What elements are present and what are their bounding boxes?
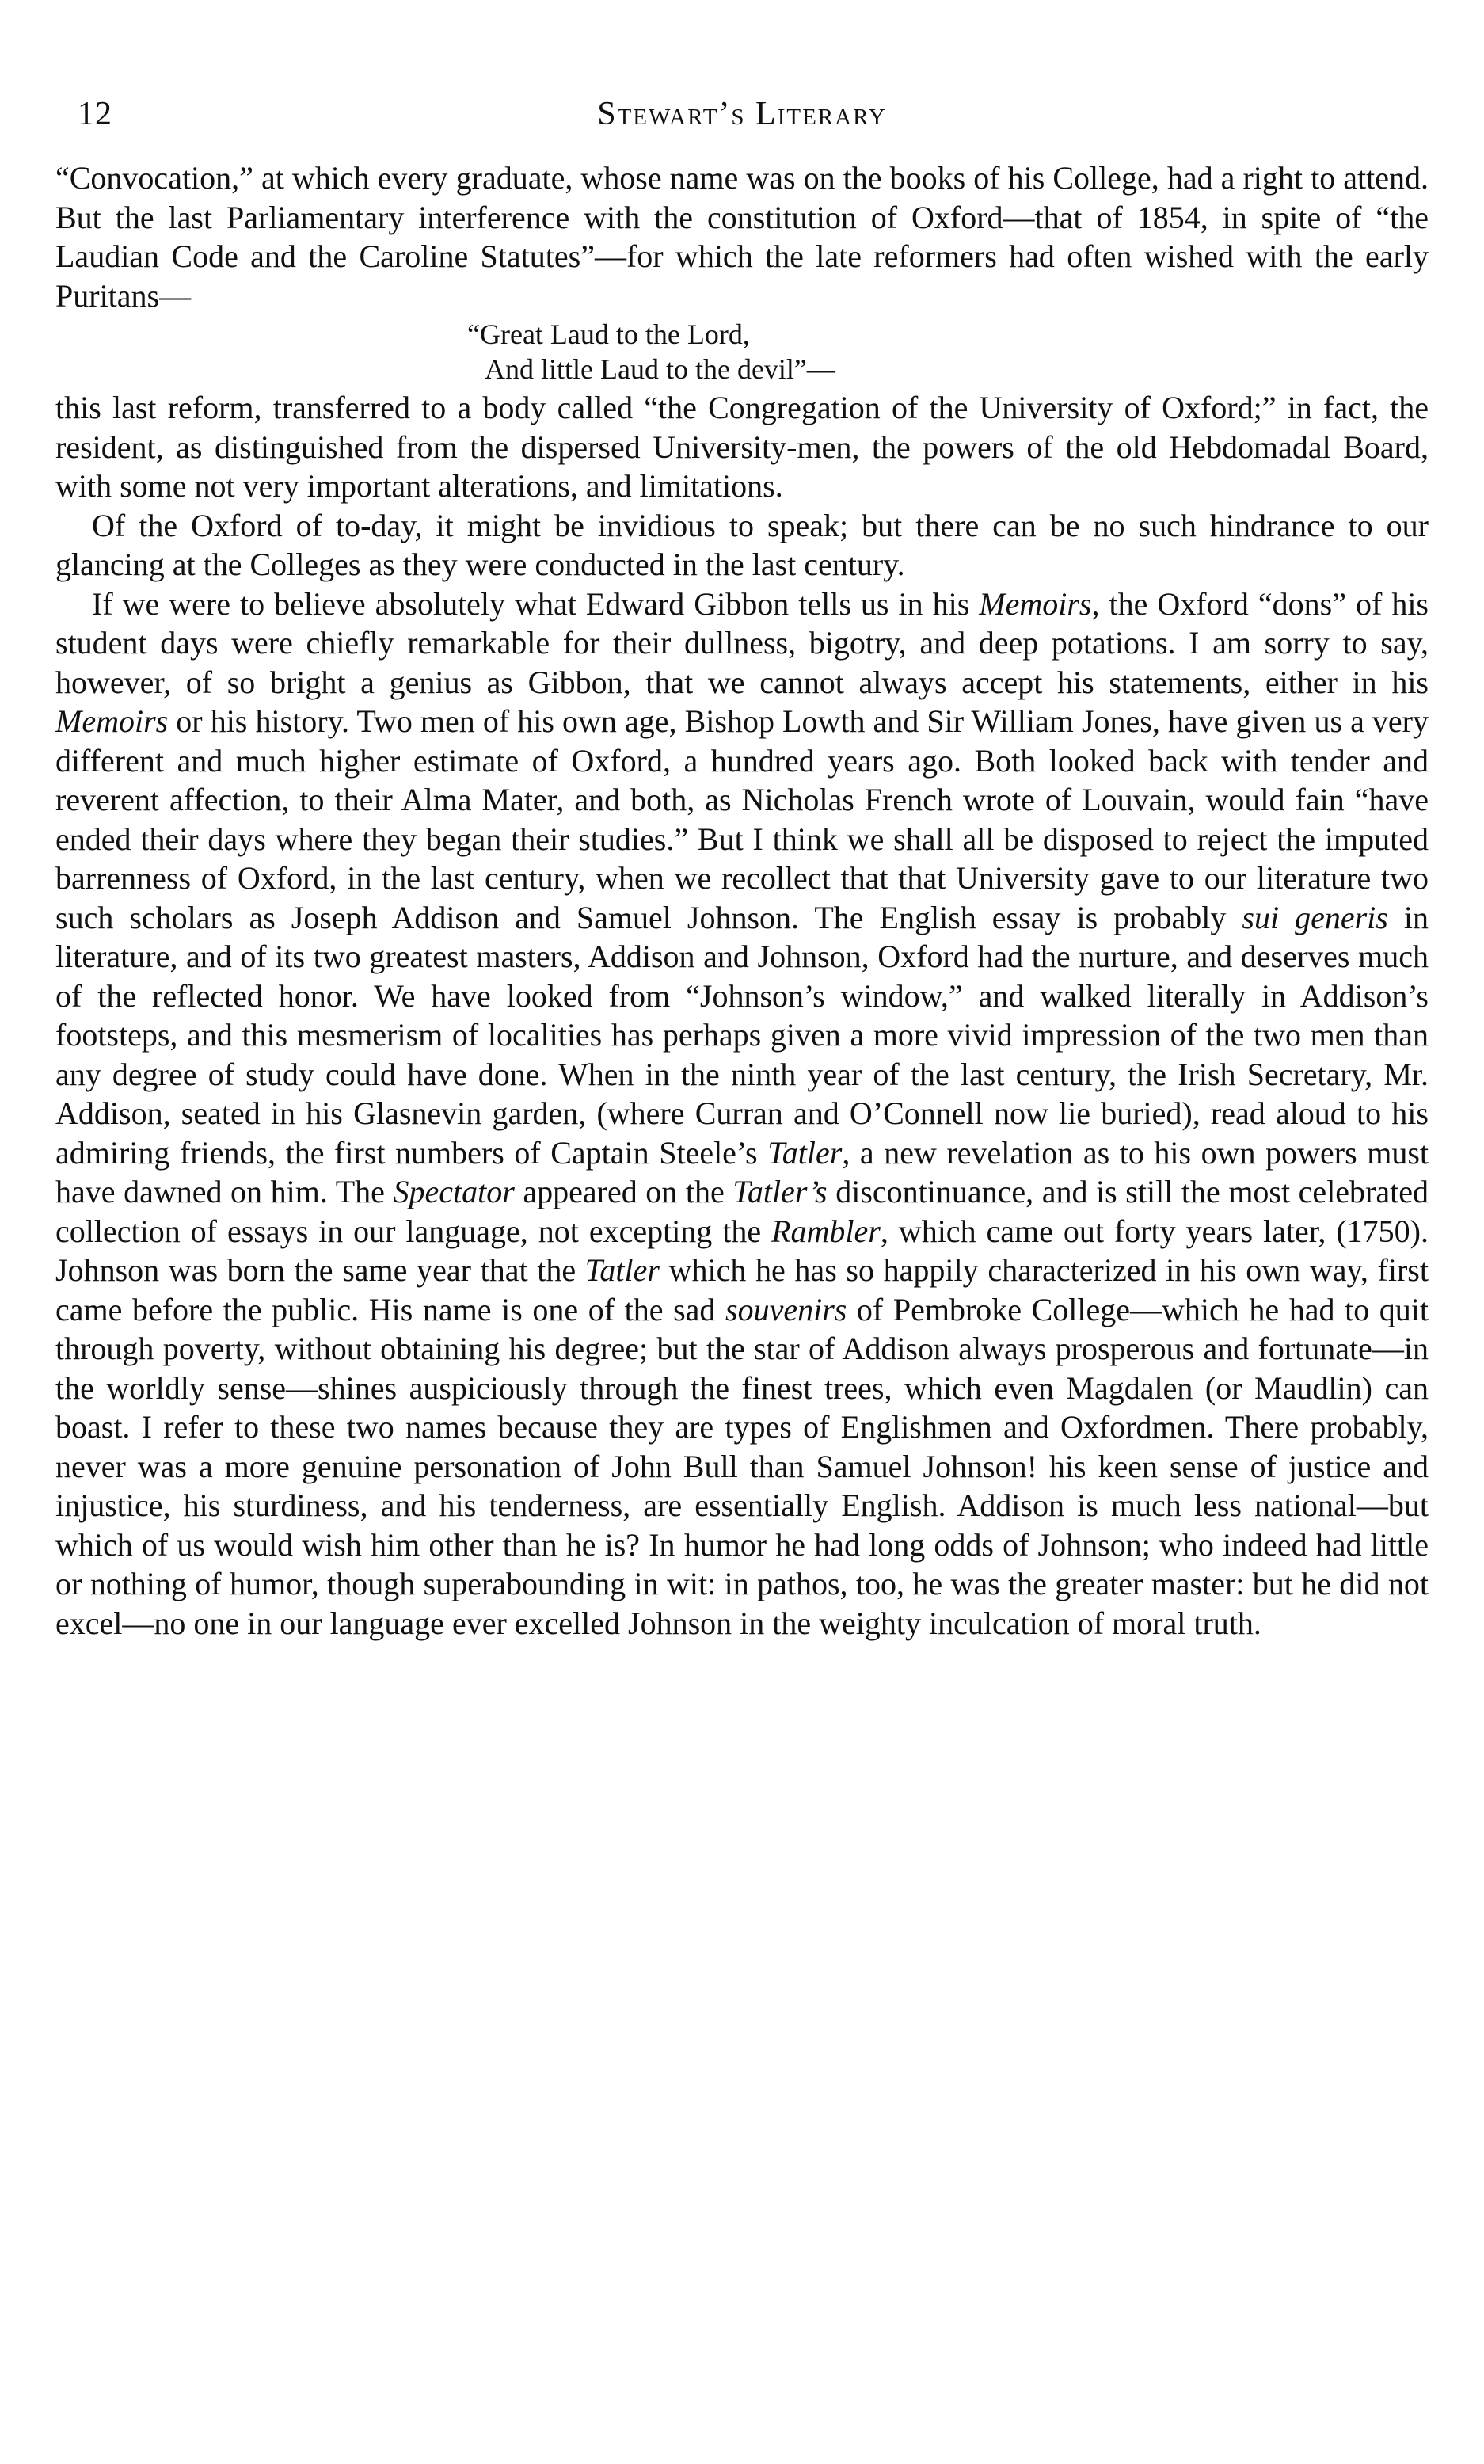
text-run: , the Oxford “dons” of his student days were chiefly remarkable for their dullness, bigotry, and deep potations. I am sorry to say, however, of so bright a genius as Gibbon, that we cannot always accept his statements, either in his: [55, 585, 1429, 700]
text-run: which he has so happily characterized in his own way, first came before the public. His name is one of the sad: [55, 1252, 1429, 1327]
paragraph: [55, 585, 1429, 1643]
italic-text: Memoirs: [55, 703, 169, 739]
text-run: If we were to believe absolutely what Edward Gibbon tells us in his: [92, 585, 980, 622]
text-run: , which came out forty years later, (1750). Johnson was born the same year that the: [55, 1213, 1429, 1288]
italic-text: souvenirs: [725, 1291, 847, 1327]
italic-text: Tatler: [767, 1134, 843, 1171]
page: [55, 95, 1429, 1643]
page-number: 12: [78, 96, 112, 132]
verse-quote: [467, 317, 1429, 387]
verse-line: “Great Laud to the Lord,: [467, 318, 750, 350]
text-run: or his history. Two men of his own age, Bishop Lowth and Sir William Jones, have given us a very different and much higher estimate of Oxford, a hundred years ago. Both looked back with tender and reverent affection, to their Alma Mater, and both, as Nicholas French wrote of Louvain, would fain “have ended their days where they began their studies.” But I think we shall all be disposed to reject the imputed barrenness of Oxford, in the last century, when we recollect that that University gave to our literature two such scholars as Joseph Addison and Samuel Johnson. The English essay is probably: [55, 703, 1429, 935]
running-head: [55, 95, 1429, 158]
running-title: Stewart’s Literary: [597, 96, 887, 132]
italic-text: Memoirs: [979, 585, 1092, 622]
text-run: Of the Oxford of to-day, it might be invidious to speak; but there can be no such hindrance to our glancing at the Colleges as they were conducted in the last century.: [55, 507, 1429, 582]
text-run: of Pembroke College—which he had to quit through poverty, without obtaining his degree; but the star of Addison always prosperous and fortunate—in the worldly sense—shines auspiciously through the finest trees, which even Magdalen (or Maudlin) can boast. I refer to these two names because they are types of Englishmen and Oxfordmen. There probably, never was a more genuine personation of John Bull than Samuel Johnson! his keen sense of justice and injustice, his sturdiness, and his tenderness, are essentially English. Addison is much less national—but which of us would wish him other than he is? In humor he had long odds of Johnson; who indeed had little or nothing of humor, though superabounding in wit: in pathos, too, he was the greater master: but he did not excel—no one in our language ever excelled Johnson in the weighty inculcation of moral truth.: [55, 1291, 1429, 1641]
paragraph: [55, 158, 1429, 315]
text-run: appeared on the: [514, 1174, 733, 1209]
italic-text: sui generis: [1242, 899, 1388, 935]
italic-text: Spectator: [393, 1174, 515, 1209]
verse-line: And little Laud to the devil”—: [485, 353, 835, 385]
italic-text: Tatler’s: [732, 1174, 828, 1209]
text-run: , a new revelation as to his own powers must have dawned on him. The: [55, 1134, 1429, 1209]
text-run: in literature, and of its two greatest masters, Addison and Johnson, Oxford had the nurture, and deserves much of the reflected honor. We have looked from “Johnson’s window,” and walked literally in Addison’s footsteps, and this mesmerism of localities has perhaps given a more vivid impression of the two men than any degree of study could have done. When in the ninth year of the last century, the Irish Secretary, Mr. Addison, seated in his Glasnevin garden, (where Curran and O’Connell now lie buried), read aloud to his admiring friends, the first numbers of Captain Steele’s: [55, 899, 1429, 1171]
italic-text: Rambler: [771, 1213, 881, 1249]
body-text: [55, 158, 1429, 1643]
italic-text: Tatler: [584, 1252, 660, 1288]
text-run: “Convocation,” at which every graduate, whose name was on the books of his College, had a right to attend. But the last Parliamentary interference with the constitution of Oxford—that of 1854, in spite of “the Laudian Code and the Caroline Statutes”—for which the late reformers had often wished with the early Puritans—: [55, 160, 1429, 314]
text-run: discontinuance, and is still the most celebrated collection of essays in our language, not excepting the: [55, 1174, 1429, 1249]
text-run: this last reform, transferred to a body called “the Congregation of the University of Oxford;” in fact, the resident, as distinguished from the dispersed University-men, the powers of the old Hebdomadal Board, with some not very important alterations, and limitations.: [55, 390, 1429, 504]
paragraph: [55, 506, 1429, 585]
paragraph: [55, 388, 1429, 506]
